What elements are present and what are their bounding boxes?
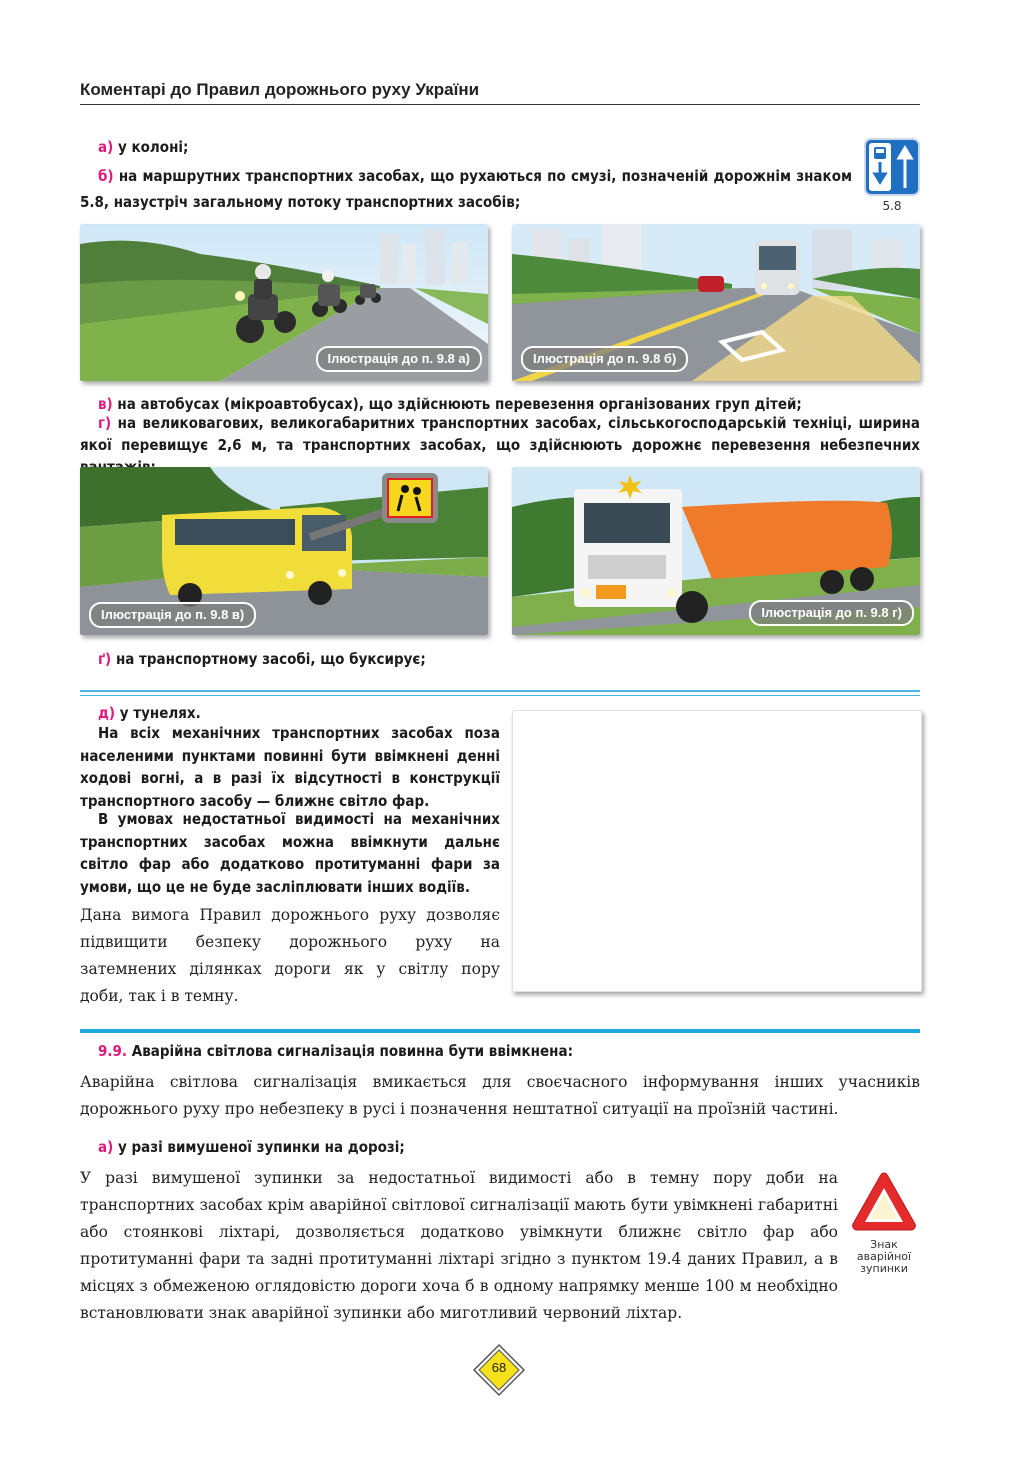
item-b-marker: б) bbox=[98, 167, 114, 185]
caption-9-8-b: Ілюстрація до п. 9.8 б) bbox=[521, 346, 688, 372]
caption-9-8-v: Ілюстрація до п. 9.8 в) bbox=[89, 602, 256, 628]
sign-5-8-label: 5.8 bbox=[882, 199, 902, 213]
section-9-9-number: 9.9. bbox=[98, 1042, 128, 1060]
tunnel-paragraph-1: На всіх механічних транспортних засобах поза населеними пунктами повинні бути ввімкнені денні ходові вогні, а в разі їх відсутності в конструкції транспортного засобу — ближнє світло фар. bbox=[80, 724, 500, 810]
caption-9-8-a: Ілюстрація до п. 9.8 а) bbox=[316, 346, 483, 372]
item-a bbox=[98, 134, 838, 160]
section-divider bbox=[80, 1029, 920, 1033]
warning-caption-line-3: зупинки bbox=[860, 1262, 908, 1275]
page-number: 68 bbox=[491, 1360, 507, 1375]
section-9-9-item-a bbox=[98, 1134, 920, 1160]
item-g-marker: г) bbox=[98, 414, 112, 432]
section-9-9-item-a-comment: У разі вимушеної зупинки за недостатньої видимості або в темну пору доби на транспортних засобах крім аварійної світлової сигналізації мають бути увімкнені габаритні або стоянкові ліхтарі, дозволяється додатково увімкнути ближнє світло фар або протитуманні фари та задні протитуманні ліхтарі згідно з пунктом 19.4 даних Правил, а в місцях з обмеженою оглядовістю дороги хоча б в одному напрямку менше 100 м необхідно встановлювати знак аварійної зупинки або миготливий червоний ліхтар. bbox=[80, 1169, 838, 1322]
section-9-9-item-a-text: у разі вимушеної зупинки на дорозі; bbox=[117, 1138, 405, 1156]
caption-9-8-g: Ілюстрація до п. 9.8 г) bbox=[749, 600, 914, 626]
item-gg-marker: ґ) bbox=[98, 650, 112, 668]
item-a-marker: а) bbox=[98, 138, 114, 156]
warning-triangle-sign bbox=[850, 1170, 918, 1234]
item-b-text: на маршрутних транспортних засобах, що рухаються по смузі, позначеній дорожнім знаком 5.8, назустріч загальному потоку транспортних засобів; bbox=[80, 167, 852, 211]
running-header: Коментарі до Правил дорожнього руху України bbox=[80, 80, 480, 99]
page-number-badge bbox=[472, 1343, 526, 1397]
item-gg bbox=[98, 646, 838, 672]
item-d-text: у тунелях. bbox=[119, 704, 201, 722]
section-9-9-heading bbox=[98, 1038, 920, 1064]
road-sign-5-8 bbox=[864, 138, 920, 196]
illustration-9-8-v bbox=[80, 467, 488, 635]
warning-triangle-icon bbox=[850, 1170, 918, 1234]
tunnel-comment: Дана вимога Правил дорожнього руху дозволяє підвищити безпеку дорожнього руху на затемнених ділянках дороги як у світлу пору доби, так і в темну. bbox=[80, 906, 500, 1005]
item-b bbox=[80, 163, 852, 215]
item-v-text: на автобусах (мікроавтобусах), що здійснюють перевезення організованих груп дітей; bbox=[117, 395, 802, 413]
warning-caption-line-2: аварійної bbox=[856, 1250, 912, 1263]
section-9-9-item-a-marker: а) bbox=[98, 1138, 114, 1156]
item-a-text: у колоні; bbox=[117, 138, 189, 156]
warning-triangle-caption bbox=[842, 1239, 926, 1275]
item-g-text: на великовагових, великогабаритних транспортних засобах, сільськогосподарській техніці, ширина якої перевищує 2,6 м, та транспортних засобах, що здійснюють дорожнє перевезення небезпечних bbox=[80, 414, 920, 454]
item-gg-text: на транспортному засобі, що буксирує; bbox=[115, 650, 426, 668]
illustration-9-8-b bbox=[512, 224, 920, 381]
section-9-9-title: Аварійна світлова сигналізація повинна бути ввімкнена: bbox=[131, 1042, 573, 1060]
bus-lane-icon bbox=[864, 138, 920, 196]
section-9-9-intro: Аварійна світлова сигналізація вмикається для своєчасного інформування інших учасників дорожнього руху про небезпеку в русі і позначення нештатної ситуації на проїзній частині. bbox=[80, 1073, 920, 1118]
tunnel-illustration-frame bbox=[512, 710, 922, 992]
separator-bottom bbox=[80, 695, 920, 696]
item-v-marker: в) bbox=[98, 395, 113, 413]
separator-top bbox=[80, 690, 920, 692]
illustration-9-8-g bbox=[512, 467, 920, 635]
header-rule bbox=[80, 104, 920, 105]
item-d-marker: д) bbox=[98, 704, 116, 722]
illustration-9-8-a bbox=[80, 224, 488, 381]
warning-caption-line-1: Знак bbox=[870, 1238, 898, 1251]
tunnel-paragraph-2: В умовах недостатньої видимості на механічних транспортних засобах можна ввімкнути дальнє світло фар або додатково протитуманні фари за умови, що це не буде засліплювати інших водіїв. bbox=[80, 810, 500, 896]
